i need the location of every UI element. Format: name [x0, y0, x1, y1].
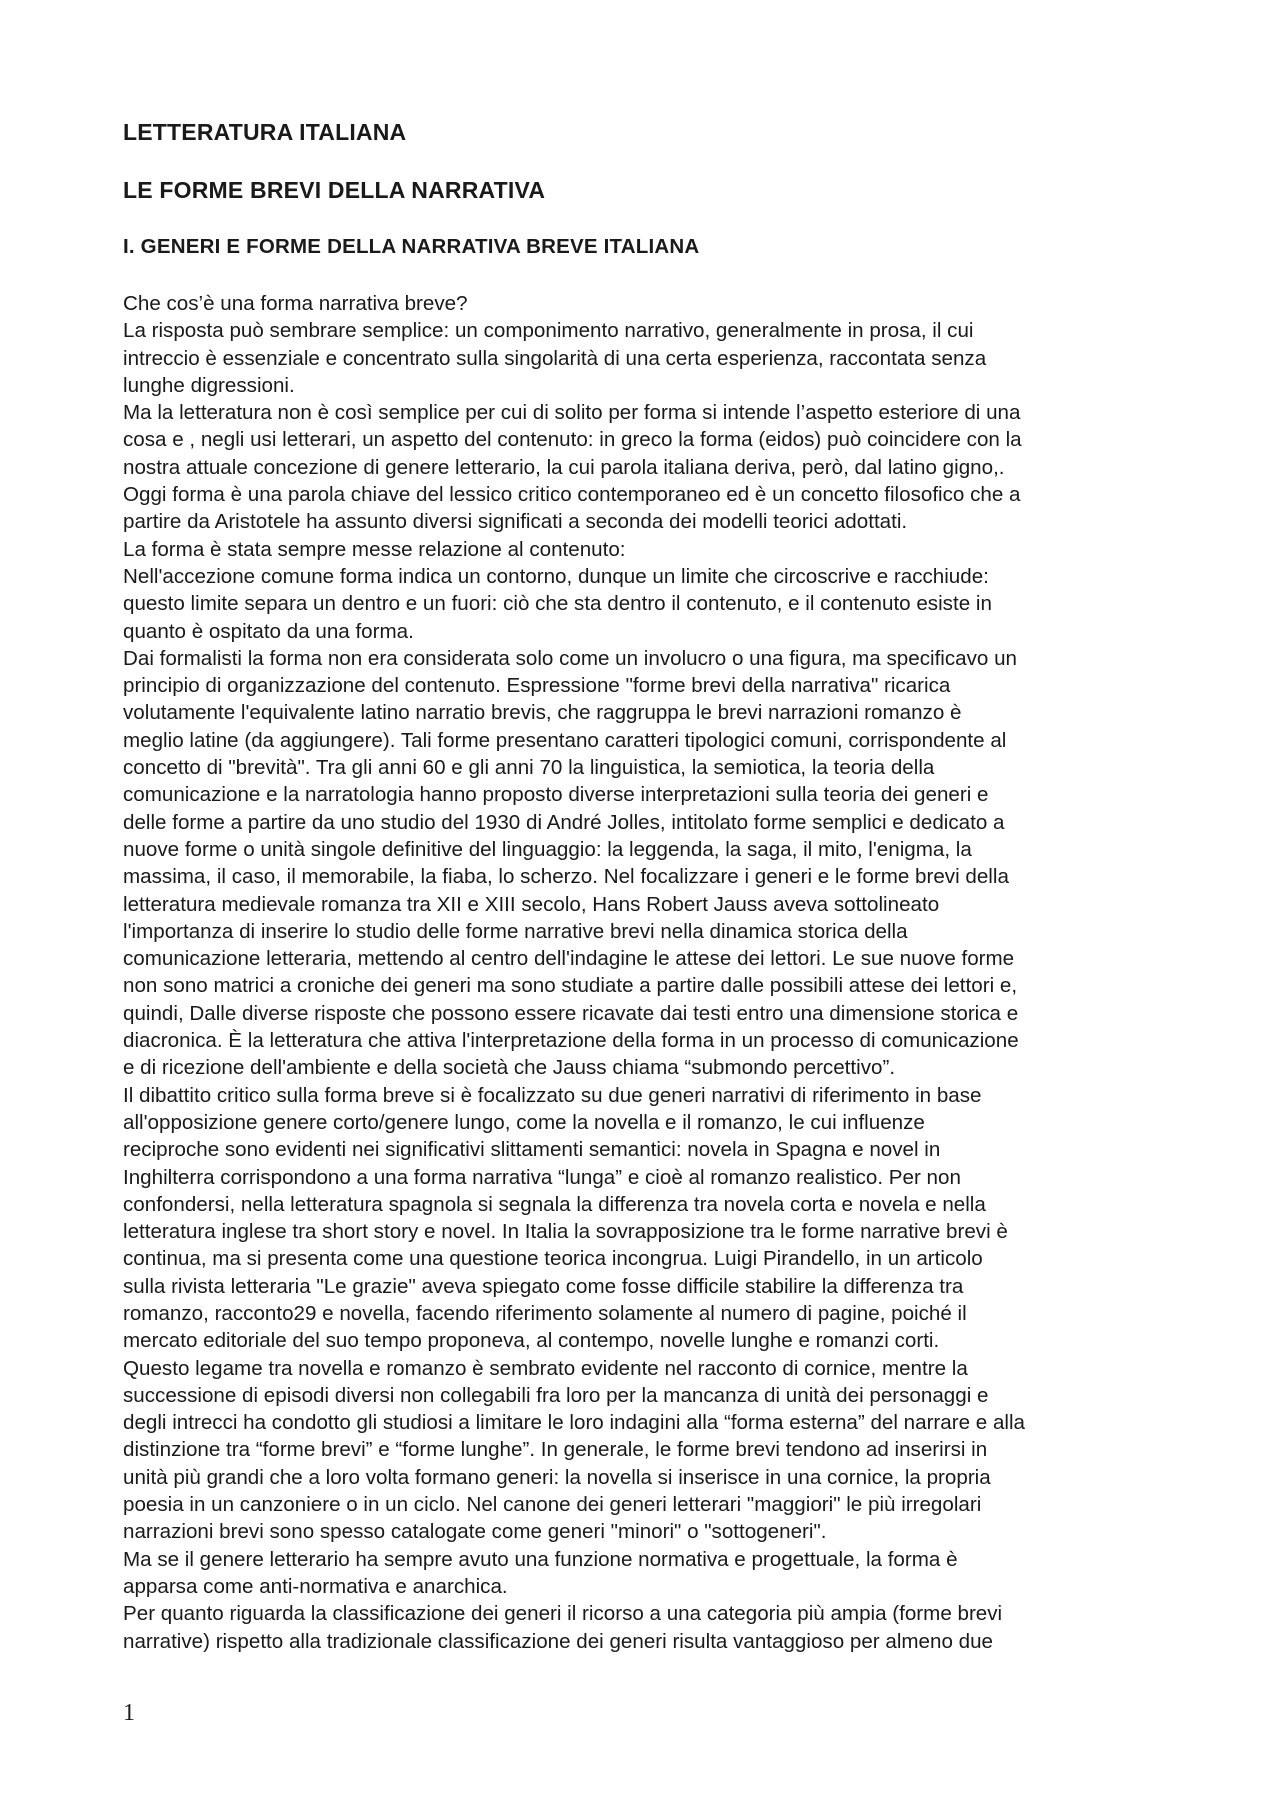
section-heading: I. GENERI E FORME DELLA NARRATIVA BREVE ITALIANA: [123, 235, 700, 258]
paragraph: La forma è stata sempre messe relazione al contenuto: Nell'accezione comune forma indica un contorno, dunque un limite che circoscrive e racchiude: questo limite separa un dentro e un fuori: ciò che sta dentro il contenuto, e il contenuto esiste in quanto è ospitato da una forma.: [123, 537, 992, 643]
page-number: 1: [123, 1700, 135, 1726]
paragraph: Ma la letteratura non è così semplice per cui di solito per forma si intende l’aspetto esteriore di una cosa e , negli usi letterari, un aspetto del contenuto: in greco la forma (eidos) può coincidere con la nostra attuale concezione di genere letterario, la cui parola italiana deriva, però, dal latino gigno,. Oggi forma è una parola chiave del lessico critico contemporaneo ed è un concetto filosofico che a partire da Aristotele ha assunto diversi significati a seconda dei modelli teorici adottati.: [123, 401, 1022, 534]
paragraph: Ma se il genere letterario ha sempre avuto una funzione normativa e progettuale, la forma è apparsa come anti-normativa e anarchica.: [123, 1547, 958, 1598]
paragraph: Per quanto riguarda la classificazione dei generi il ricorso a una categoria più ampia (forme brevi narrative) rispetto alla tradizionale classificazione dei generi risulta vantaggioso per almeno due: [123, 1602, 1003, 1653]
body-text: [123, 290, 1163, 1655]
paragraph: Che cos’è una forma narrativa breve? La risposta può sembrare semplice: un componimento narrativo, generalmente in prosa, il cui intreccio è essenziale e concentrato sulla singolarità di una certa esperienza, raccontata senza lunghe digressioni.: [123, 292, 987, 397]
document-subtitle: LE FORME BREVI DELLA NARRATIVA: [123, 177, 546, 203]
paragraph: Il dibattito critico sulla forma breve si è focalizzato su due generi narrativi di riferimento in base all'opposizione genere corto/genere lungo, come la novella e il romanzo, le cui influenze reciproche sono evidenti nei significativi slittamenti semantici: novela in Spagna e novel in Inghilterra corrispondono a una forma narrativa “lunga” e cioè al romanzo realistico. Per non confondersi, nella letteratura spagnola si segnala la differenza tra novela corta e novela e nella letteratura inglese tra short story e novel. In Italia la sovrapposizione tra le forme narrative brevi è continua, ma si presenta come una questione teorica incongrua. Luigi Pirandello, in un articolo sulla rivista letteraria "Le grazie" aveva spiegato come fosse difficile stabilire la differenza tra romanzo, racconto29 e novella, facendo riferimento solamente al numero di pagine, poiché il mercato editoriale del suo tempo proponeva, al contempo, novelle lunghe e romanzi corti.: [123, 1083, 1008, 1353]
document-title: LETTERATURA ITALIANA: [123, 119, 407, 145]
paragraph: Questo legame tra novella e romanzo è sembrato evidente nel racconto di cornice, mentre la successione di episodi diversi non collegabili fra loro per la mancanza di unità dei personaggi e degli intrecci ha condotto gli studiosi a limitare le loro indagini alla “forma esterna” del narrare e alla distinzione tra “forme brevi” e “forme lunghe”. In generale, le forme brevi tendono ad inserirsi in unità più grandi che a loro volta formano generi: la novella si inserisce in una cornice, la propria poesia in un canzoniere o in un ciclo. Nel canone dei generi letterari "maggiori" le più irregolari narrazioni brevi sono spesso catalogate come generi "minori" o "sottogeneri".: [123, 1356, 1026, 1544]
paragraph: Dai formalisti la forma non era considerata solo come un involucro o una figura, ma specificavo un principio di organizzazione del contenuto. Espressione "forme brevi della narrativa" ricarica volutamente l'equivalente latino narratio brevis, che raggruppa le brevi narrazioni romanzo è meglio latine (da aggiungere). Tali forme presentano caratteri tipologici comuni, corrispondente al concetto di "brevità". Tra gli anni 60 e gli anni 70 la linguistica, la semiotica, la teoria della comunicazione e la narratologia hanno proposto diverse interpretazioni sulla teoria dei generi e delle forme a partire da uno studio del 1930 di André Jolles, intitolato forme semplici e dedicato a nuove forme o unità singole definitive del linguaggio: la leggenda, la saga, il mito, l'enigma, la massima, il caso, il memorabile, la fiaba, lo scherzo. Nel focalizzare i generi e le forme brevi della letteratura medievale romanza tra XII e XIII secolo, Hans Robert Jauss aveva sottolineato l'importanza di inserire lo studio delle forme narrative brevi nella dinamica storica della comunicazione letteraria, mettendo al centro dell'indagine le attese dei lettori. Le sue nuove forme non sono matrici a croniche dei generi ma sono studiate a partire dalle possibili attese dei lettori e, quindi, Dalle diverse risposte che possono essere ricavate dai testi entro una dimensione storica e diacronica. È la letteratura che attiva l'interpretazione della forma in un processo di comunicazione e di ricezione dell'ambiente e della società che Jauss chiama “submondo percettivo”.: [123, 646, 1019, 1080]
document-page: [123, 118, 1163, 1655]
